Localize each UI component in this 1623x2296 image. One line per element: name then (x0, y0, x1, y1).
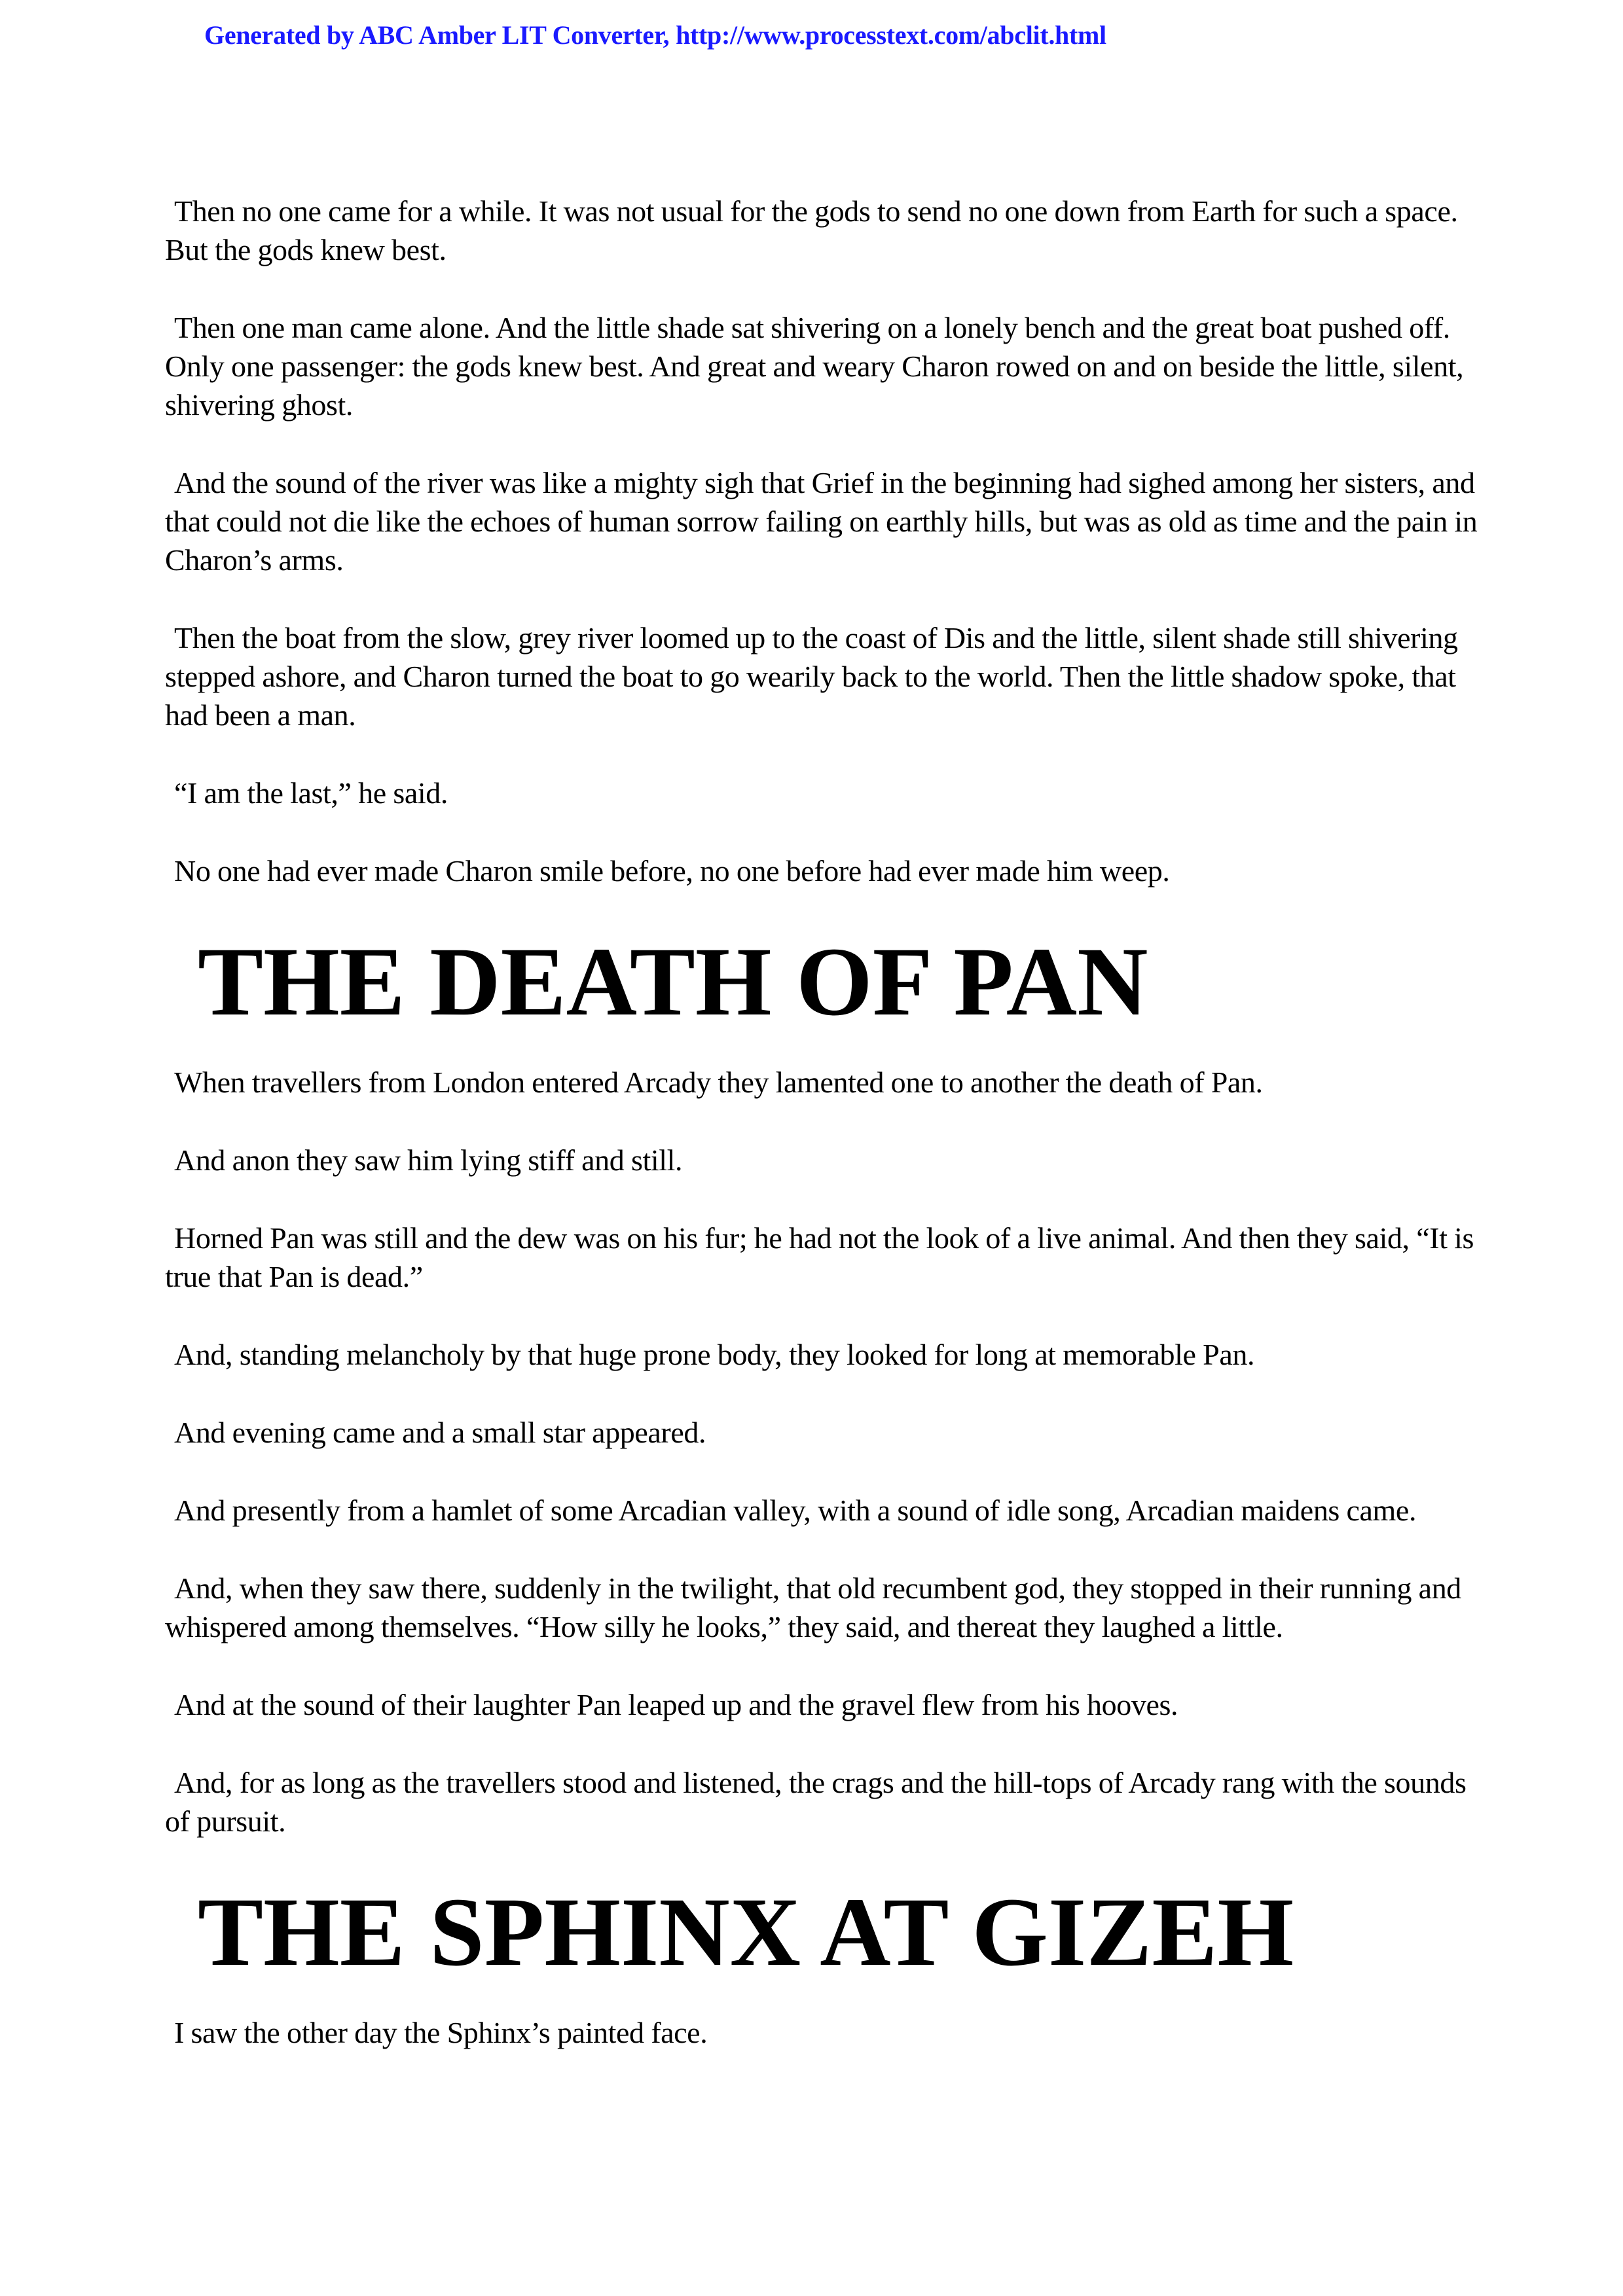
section-death-of-pan (165, 929, 1487, 1840)
section-sphinx-at-gizeh (165, 1880, 1487, 2052)
paragraph: And, standing melancholy by that huge prone body, they looked for long at memorable Pan. (174, 1338, 1255, 1371)
paragraph: Then one man came alone. And the little shade sat shivering on a lonely bench and the great boat pushed off. Only one passenger: the gods knew best. And great and weary Charon rowed on and on beside the little, silent, shivering ghost. (165, 311, 1464, 422)
paragraph: When travellers from London entered Arcady they lamented one to another the death of Pan. (174, 1066, 1263, 1099)
paragraph: Horned Pan was still and the dew was on his fur; he had not the look of a live animal. And then they said, “It is true that Pan is dead.” (165, 1221, 1474, 1293)
paragraph: And, for as long as the travellers stood and listened, the crags and the hill-tops of Arcady rang with the sounds of pursuit. (165, 1766, 1467, 1838)
paragraph: Then the boat from the slow, grey river loomed up to the coast of Dis and the little, silent shade still shivering stepped ashore, and Charon turned the boat to go wearily back to the world. Then the little shadow spoke, that had been a man. (165, 621, 1458, 732)
converter-banner: Generated by ABC Amber LIT Converter, http://www.processtext.com/abclit.html (204, 20, 1106, 50)
section-title: THE DEATH OF PAN (198, 927, 1148, 1036)
paragraph: And, when they saw there, suddenly in the twilight, that old recumbent god, they stopped in their running and whispered among themselves. “How silly he looks,” they said, and thereat they laughed a little. (165, 1571, 1461, 1643)
section-charon (165, 192, 1487, 890)
paragraph: And presently from a hamlet of some Arcadian valley, with a sound of idle song, Arcadian maidens came. (174, 1494, 1417, 1527)
paragraph: And evening came and a small star appeared. (174, 1416, 706, 1449)
paragraph: And the sound of the river was like a mighty sigh that Grief in the beginning had sighed among her sisters, and that could not die like the echoes of human sorrow failing on earthly hills, but was as old as time and the pain in Charon’s arms. (165, 466, 1478, 577)
section-title: THE SPHINX AT GIZEH (198, 1878, 1294, 1986)
paragraph: “I am the last,” he said. (174, 776, 448, 810)
paragraph: Then no one came for a while. It was not usual for the gods to send no one down from Earth for such a space. But the gods knew best. (165, 194, 1458, 266)
paragraph: I saw the other day the Sphinx’s painted face. (174, 2016, 708, 2049)
document-body (165, 192, 1487, 2091)
paragraph: And anon they saw him lying stiff and still. (174, 1143, 683, 1177)
paragraph: No one had ever made Charon smile before, no one before had ever made him weep. (174, 854, 1170, 888)
paragraph: And at the sound of their laughter Pan leaped up and the gravel flew from his hooves. (174, 1688, 1178, 1721)
